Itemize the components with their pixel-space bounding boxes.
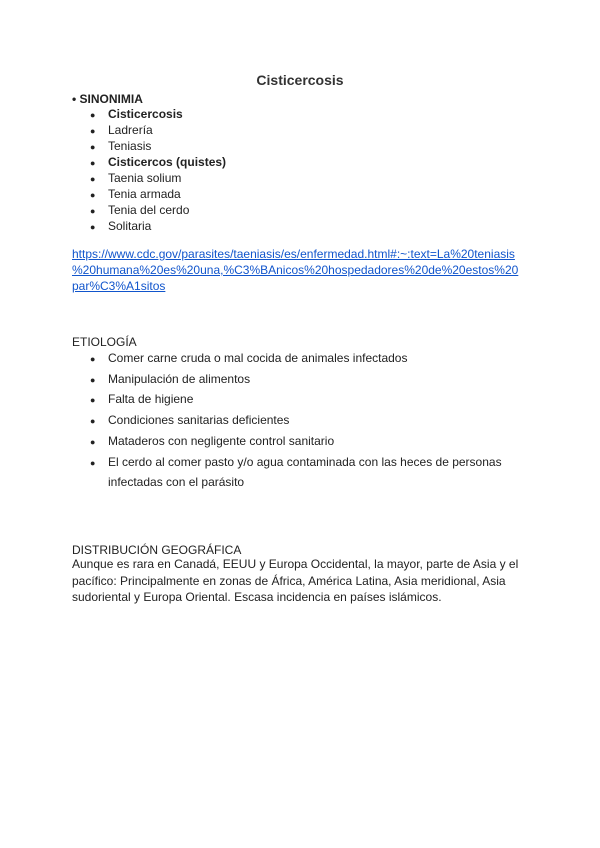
etiologia-list xyxy=(90,348,502,493)
list-item: ● Comer carne cruda o mal cocida de animales infectados xyxy=(90,348,502,369)
cdc-link-line[interactable]: https://www.cdc.gov/parasites/taeniasis/es/enfermedad.html#:~:text=La%20teniasis xyxy=(72,247,515,261)
paragraph-line: pacífico: Principalmente en zonas de África, América Latina, Asia meridional, Asia xyxy=(72,573,506,588)
list-item: ● Teniasis xyxy=(90,138,226,154)
document-title: Cisticercosis xyxy=(256,72,344,88)
sinonimia-list xyxy=(90,106,226,234)
list-item: ● Condiciones sanitarias deficientes xyxy=(90,410,502,431)
cdc-link-line[interactable]: %20humana%20es%20una,%C3%BAnicos%20hospedadores%20de%20estos%20 xyxy=(72,263,519,277)
distribucion-heading: DISTRIBUCIÓN GEOGRÁFICA xyxy=(72,543,242,557)
list-item: ● Cisticercos (quistes) xyxy=(90,154,226,170)
list-item: ● Ladrería xyxy=(90,122,226,138)
etiologia-heading: ETIOLOGÍA xyxy=(72,335,137,349)
list-item: ● Falta de higiene xyxy=(90,389,502,410)
cdc-link-line[interactable]: par%C3%A1sitos xyxy=(72,279,166,293)
list-item: ● Tenia del cerdo xyxy=(90,202,226,218)
paragraph-line: sudoriental y Europa Oriental. Escasa incidencia en países islámicos. xyxy=(72,590,442,604)
list-item: ● El cerdo al comer pasto y/o agua contaminada con las heces de personas xyxy=(90,452,502,473)
list-item: ● Cisticercosis xyxy=(90,106,226,122)
list-item: ● Taenia solium xyxy=(90,170,226,186)
sinonimia-heading: • SINONIMIA xyxy=(72,92,143,106)
list-item-continuation: infectadas con el parásito xyxy=(108,475,245,490)
paragraph-line: Aunque es rara en Canadá, EEUU y Europa Occidental, la mayor, parte de Asia y el xyxy=(72,557,519,571)
cdc-link[interactable] xyxy=(72,246,532,294)
list-item: ● Manipulación de alimentos xyxy=(90,369,502,390)
list-item: ● Tenia armada xyxy=(90,186,226,202)
distribucion-paragraph xyxy=(72,556,532,606)
list-item: ● Mataderos con negligente control sanitario xyxy=(90,431,502,452)
list-item: ● Solitaria xyxy=(90,218,226,234)
